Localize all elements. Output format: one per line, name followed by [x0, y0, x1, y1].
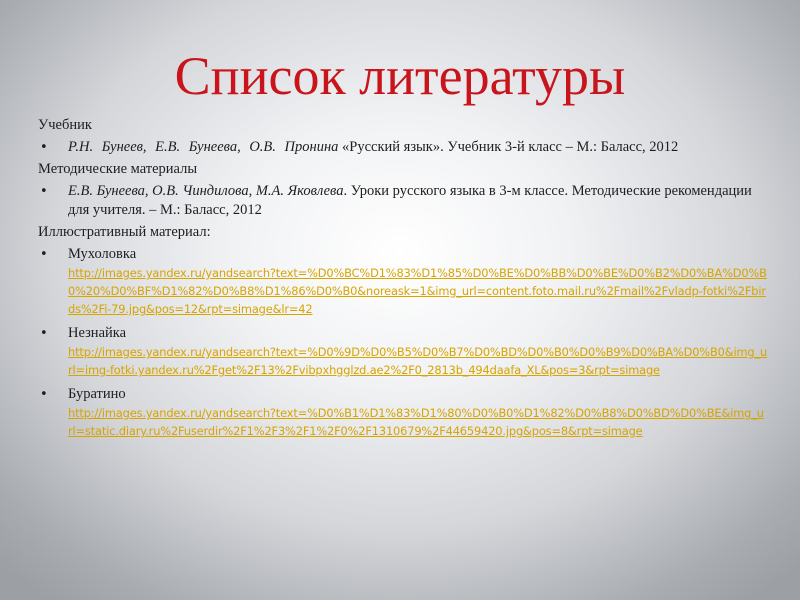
methodical-description: . Уроки русского языка в 3-м классе. Методические рекомендации для учителя. – М.: Баласс, 2012	[68, 183, 752, 218]
section-heading-methodical: Методические материалы	[38, 161, 198, 177]
list-item-methodical	[38, 182, 768, 220]
list-item-illustration	[38, 324, 768, 379]
bibliography-content	[38, 116, 768, 446]
illustration-link[interactable]: http://images.yandex.ru/yandsearch?text=%D0%9D%D0%B5%D0%B7%D0%BD%D0%B0%D0%B9%D0%BA%D0%B0&img_url=img-fotki.yandex.ru%2Fget%2F13%2Fvibpxhgglzd.ae2%2F0_2813b_494daafa_XL&pos=3&rpt=simage	[68, 345, 768, 377]
methodical-authors: Е.В. Бунеева, О.В. Чиндилова, М.А. Яковлева	[68, 183, 344, 199]
illustration-link[interactable]: http://images.yandex.ru/yandsearch?text=%D0%B1%D1%83%D1%80%D0%B0%D1%82%D0%B8%D0%BD%D0%BE&img_url=static.diary.ru%2Fuserdir%2F1%2F3%2F1%2F0%2F1310679%2F44659420.jpg&pos=8&rpt=simage	[68, 406, 764, 438]
illustration-name: Буратино	[68, 386, 126, 402]
textbook-description: «Русский язык». Учебник 3-й класс – М.: Баласс, 2012	[338, 139, 679, 155]
bullet-icon: •	[40, 184, 48, 199]
illustration-link[interactable]: http://images.yandex.ru/yandsearch?text=%D0%BC%D1%83%D1%85%D0%BE%D0%BB%D0%BE%D0%B2%D0%BA%D0%B0%20%D0%BF%D1%82%D0%B8%D1%86%D0%B0&noreask=1&img_url=content.foto.mail.ru%2Fmail%2Fvladp-fotki%2Fbirds%2Fi-79.jpg&pos=12&rpt=simage&lr=42	[68, 266, 767, 316]
list-item-illustration	[38, 245, 768, 318]
illustration-name: Незнайка	[68, 325, 127, 341]
bullet-icon: •	[40, 387, 48, 402]
list-item-textbook	[38, 138, 768, 157]
section-heading-illustrative: Иллюстративный материал:	[38, 224, 211, 240]
section-heading-textbook: Учебник	[38, 117, 92, 133]
bullet-icon: •	[40, 247, 48, 262]
bullet-icon: •	[40, 140, 48, 155]
textbook-authors: Р.Н. Бунеев, Е.В. Бунеева, О.В. Пронина	[68, 139, 339, 155]
slide-title: Список литературы	[174, 46, 626, 106]
illustration-name: Мухоловка	[68, 246, 137, 262]
list-item-illustration	[38, 385, 768, 440]
bullet-icon: •	[40, 326, 48, 341]
